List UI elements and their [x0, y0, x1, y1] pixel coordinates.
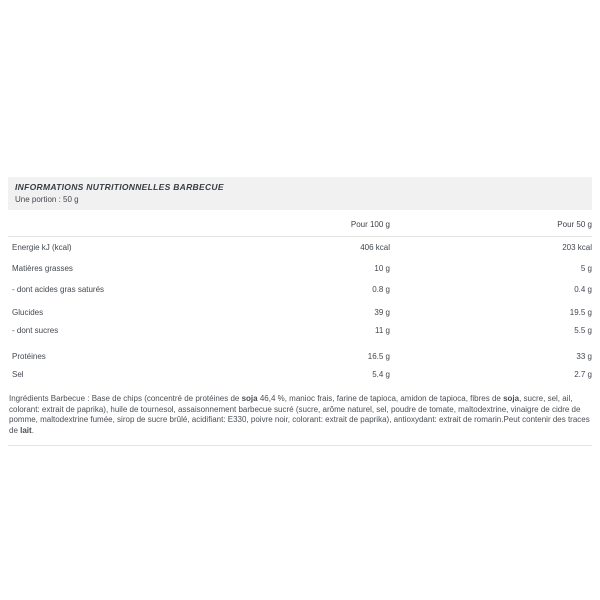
table-row-energy: [8, 237, 592, 258]
value-per-50g: 5 g: [580, 264, 592, 273]
value-per-50g: 19.5 g: [569, 307, 592, 317]
value-per-50g: 33 g: [576, 351, 592, 361]
value-per-100g: 16.5 g: [367, 351, 390, 361]
table-row-carbohydrates: [8, 303, 592, 321]
row-label: Glucides: [12, 307, 44, 317]
value-per-100g: 5.4 g: [372, 369, 390, 379]
nutrition-header-box: [8, 177, 592, 210]
ingredients-paragraph: Ingrédients Barbecue : Base de chips (concentré de protéines de soja 46,4 %, manioc frais, farine de tapioca, amidon de tapioca, fibres de soja, sucre, sel, ail, colorant: extrait de paprika), huile de tournesol, assaisonnement barbecue sucré (sucre, arôme naturel, sel, poudre de tomate, maltodextrine, vinaigre de cidre de pomme, maltodextrine fumée, sirop de sucre brûlé, acidifiant: E330, poivre noir, colorant: extrait de paprika), antioxydant: extrait de romarin.Peut contenir des traces de lait.: [9, 394, 590, 435]
row-label: - dont acides gras saturés: [12, 285, 105, 294]
table-row-fat: [8, 258, 592, 279]
column-header-per-100g: Pour 100 g: [350, 220, 390, 229]
value-per-50g: 5.5 g: [574, 325, 592, 335]
table-row-sugars: [8, 321, 592, 339]
value-per-50g: 2.7 g: [574, 369, 592, 379]
nutrition-title: INFORMATIONS NUTRITIONNELLES BARBECUE: [15, 182, 224, 192]
row-label: Matières grasses: [12, 264, 73, 273]
nutrition-table: [8, 213, 592, 383]
table-row-salt: [8, 365, 592, 383]
value-per-50g: 203 kcal: [562, 243, 592, 252]
row-label: Energie kJ (kcal): [12, 243, 72, 252]
table-row-proteins: [8, 347, 592, 365]
value-per-100g: 10 g: [374, 264, 390, 273]
row-label: - dont sucres: [12, 325, 59, 335]
value-per-100g: 406 kcal: [360, 243, 390, 252]
nutrition-panel: [8, 177, 592, 446]
row-label: Protéines: [12, 351, 46, 361]
row-label: Sel: [12, 369, 24, 379]
table-header-row: [8, 213, 592, 237]
value-per-100g: 0.8 g: [372, 285, 390, 294]
value-per-100g: 39 g: [374, 307, 390, 317]
table-row-saturated-fat: [8, 279, 592, 300]
bottom-divider: [8, 445, 592, 446]
column-header-per-50g: Pour 50 g: [557, 220, 592, 229]
portion-size-text: Une portion : 50 g: [15, 195, 79, 204]
value-per-100g: 11 g: [375, 325, 390, 335]
value-per-50g: 0.4 g: [574, 285, 592, 294]
